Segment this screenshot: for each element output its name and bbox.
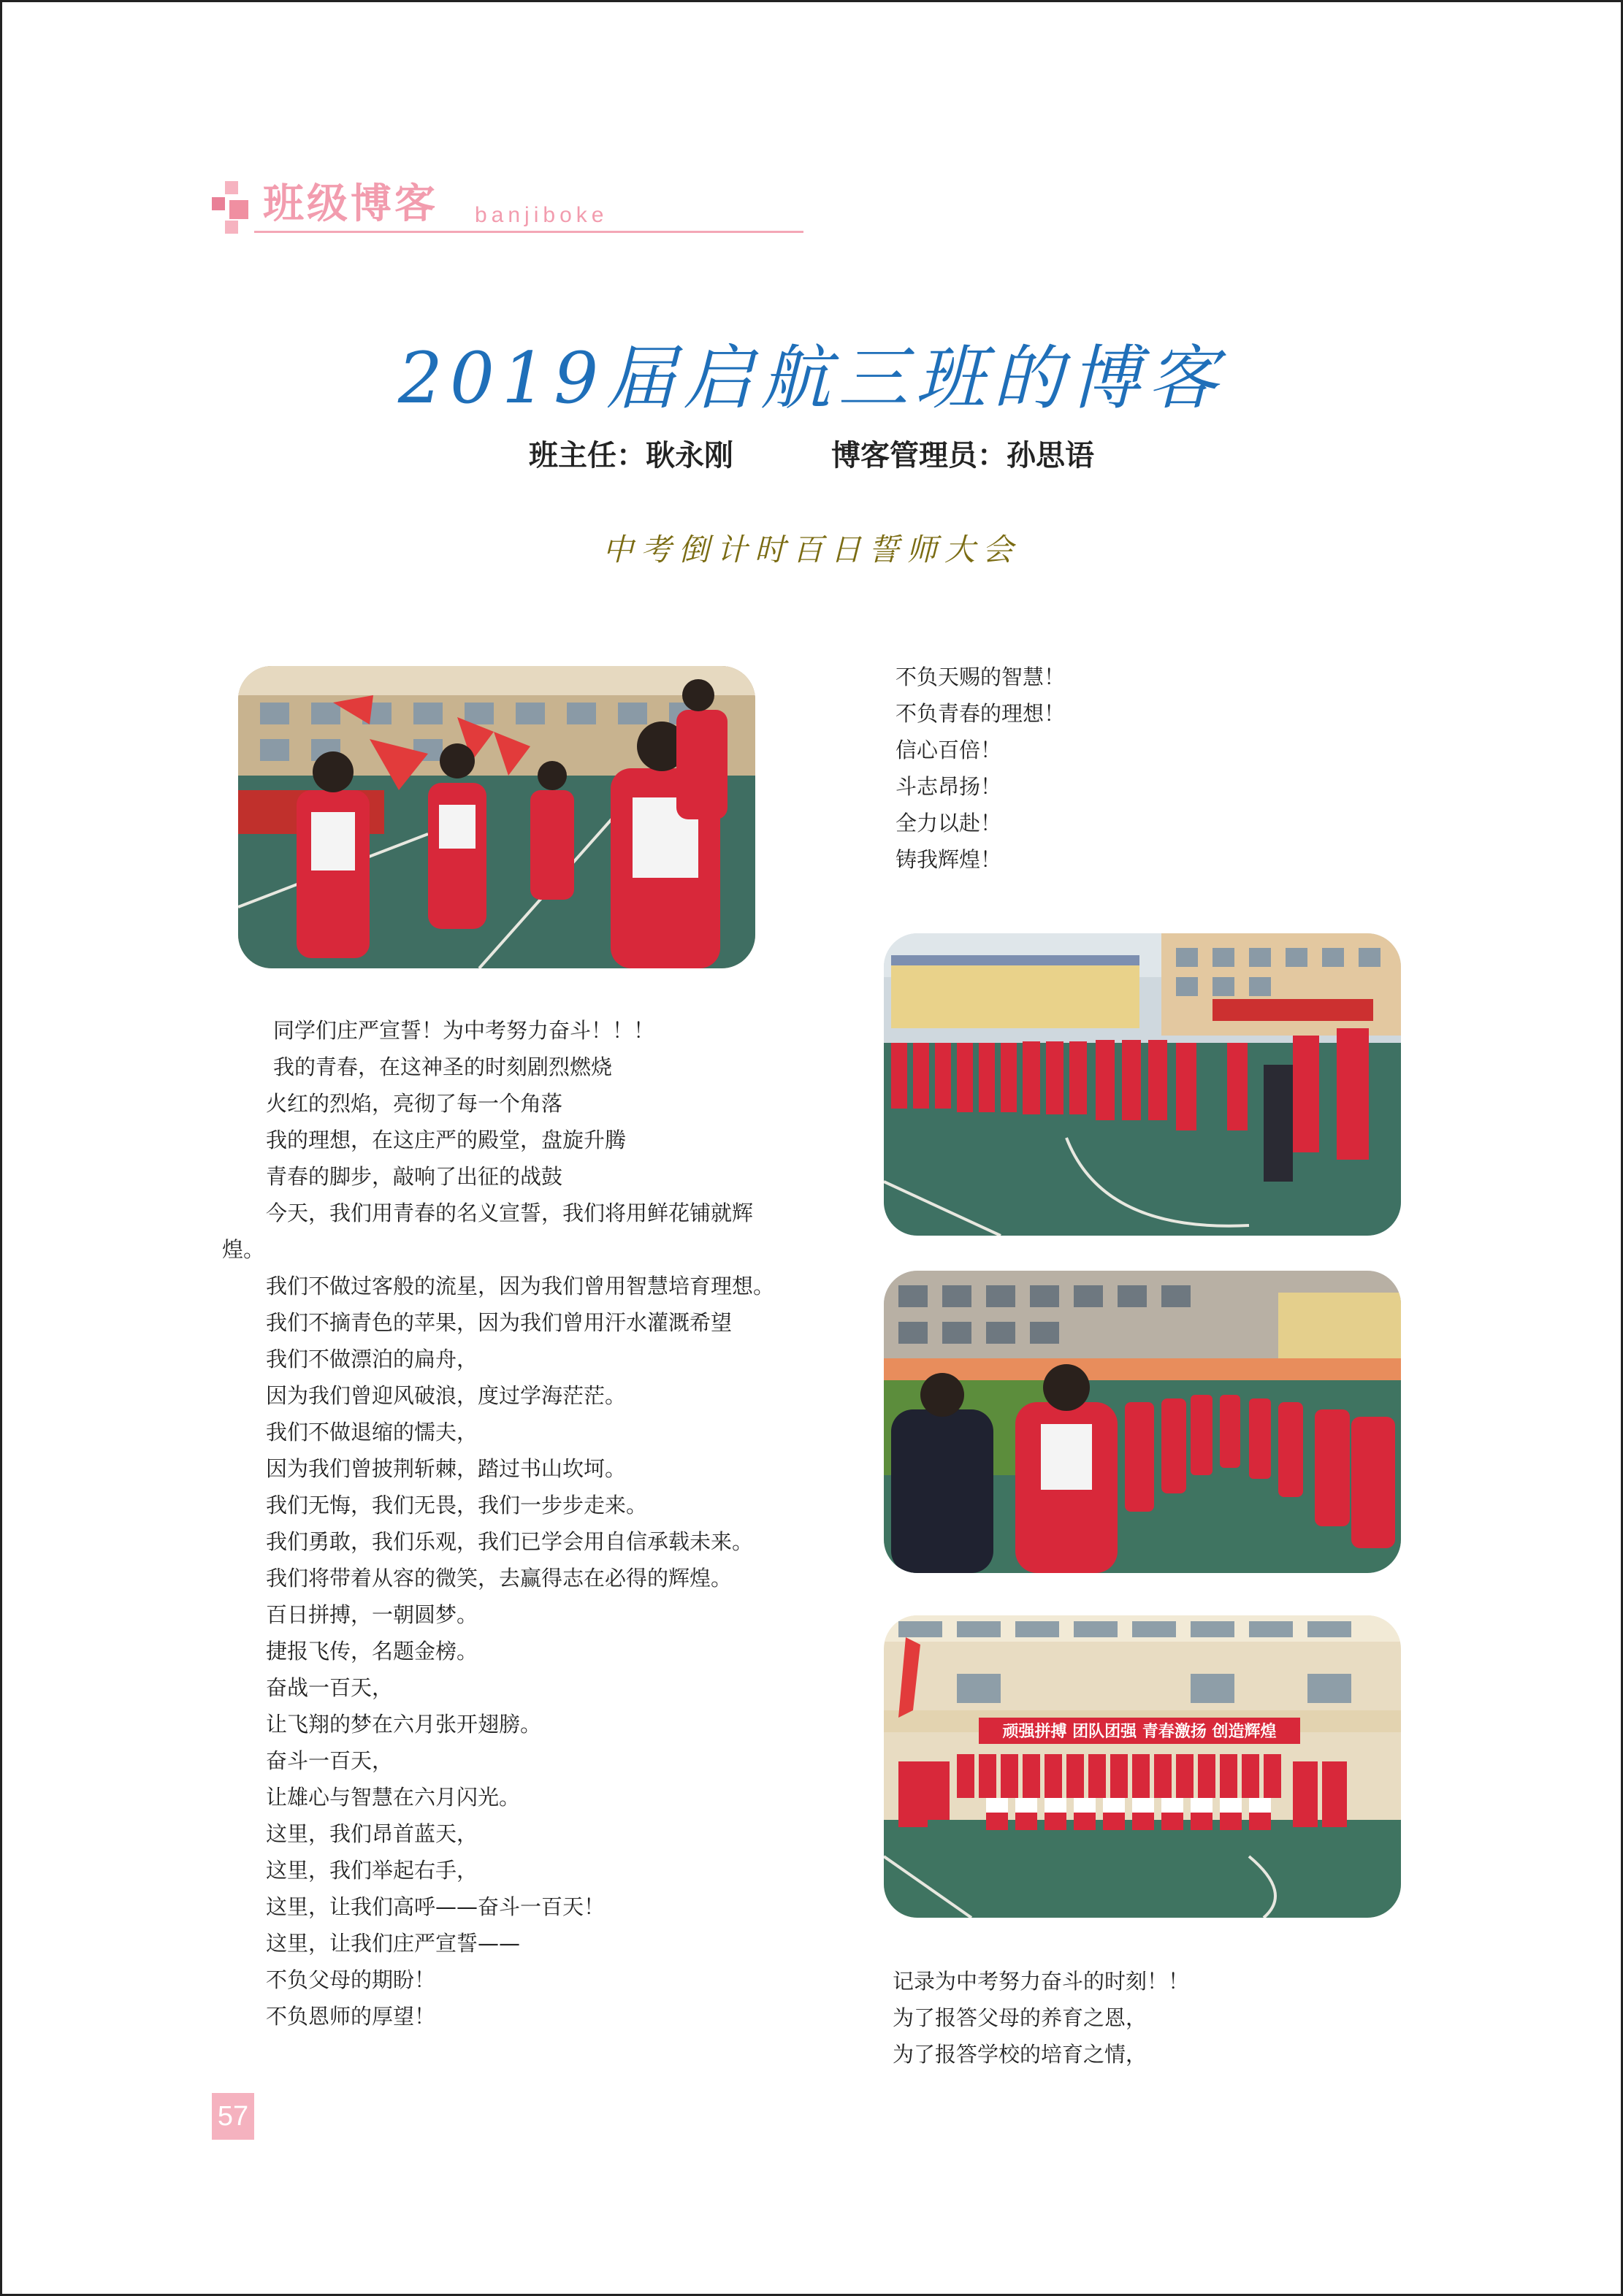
poem-line: 我的青春，在这神圣的时刻剧烈燃烧 — [273, 1055, 613, 1079]
poem-line: 这里，让我们庄严宣誓—— — [266, 1931, 521, 1956]
block-logo-icon — [212, 181, 250, 234]
photo-teacher-with-students — [884, 1271, 1401, 1573]
section-title: 班级博客 — [263, 180, 438, 228]
poem-line: 我们无悔，我们无畏，我们一步步走来。 — [266, 1493, 648, 1518]
page-title: 2019届启航三班的博客 — [397, 337, 1226, 419]
poem-line: 我的理想，在这庄严的殿堂，盘旋升腾 — [266, 1128, 627, 1152]
staff-line — [0, 441, 1623, 470]
poem-line: 铸我辉煌！ — [895, 847, 1002, 872]
poem-line: 全力以赴！ — [895, 811, 1002, 835]
poem-line: 我们将带着从容的微笑，去赢得志在必得的辉煌。 — [266, 1566, 733, 1591]
poem-line: 这里，让我们高呼——奋斗一百天！ — [266, 1894, 606, 1919]
oath-text-right-top — [895, 659, 1334, 878]
blog-admin-name: 博客管理员：孙思语 — [830, 439, 1094, 472]
page-number: 57 — [212, 2093, 254, 2140]
poem-line: 我们不做过客般的流星，因为我们曾用智慧培育理想。 — [266, 1274, 775, 1298]
event-title: 中考倒计时百日誓师大会 — [602, 532, 1020, 567]
section-subtitle: banjiboke — [475, 203, 608, 227]
poem-line: 青春的脚步，敲响了出征的战鼓 — [266, 1164, 563, 1189]
group-banner-text: 顽强拼搏 团队团强 青春激扬 创造辉煌 — [1002, 1723, 1277, 1741]
photo-oath-ceremony — [238, 666, 755, 968]
poem-line: 不负父母的期盼！ — [266, 1967, 436, 1992]
poem-line: 不负青春的理想！ — [895, 701, 1066, 726]
poem-line: 为了报答父母的养育之恩， — [893, 2005, 1147, 2030]
poem-line: 斗志昂扬！ — [895, 774, 1002, 799]
poem-line: 不负天赐的智慧！ — [895, 665, 1066, 689]
poem-line: 因为我们曾披荆斩棘，踏过书山坎坷。 — [266, 1456, 627, 1481]
poem-line: 奋斗一百天， — [266, 1748, 394, 1773]
poem-line: 我们不做退缩的懦夫， — [266, 1420, 478, 1444]
poem-line: 奋战一百天， — [266, 1675, 394, 1700]
poem-line: 不负恩师的厚望！ — [266, 2004, 436, 2029]
poem-line: 让飞翔的梦在六月张开翅膀。 — [266, 1712, 542, 1737]
poem-line: 信心百倍！ — [895, 738, 1002, 762]
poem-line: 我们不做漂泊的扁舟， — [266, 1347, 478, 1371]
poem-line: 我们勇敢，我们乐观，我们已学会用自信承载未来。 — [266, 1529, 754, 1554]
oath-text-left — [222, 1012, 777, 2035]
poem-line: 这里，我们昂首蓝天， — [266, 1821, 478, 1846]
poem-line: 今天，我们用青春的名义宣誓，我们将用鲜花铺就辉煌。 — [222, 1201, 754, 1262]
poem-line: 这里，我们举起右手， — [266, 1858, 478, 1883]
poem-line: 火红的烈焰，亮彻了每一个角落 — [266, 1091, 563, 1116]
poem-line: 让雄心与智慧在六月闪光。 — [266, 1785, 521, 1810]
section-header — [212, 181, 803, 237]
closing-text — [893, 1963, 1345, 2073]
photo-students-lined-up — [884, 933, 1401, 1236]
teacher-name: 班主任：耿永刚 — [529, 439, 734, 472]
photo-class-group — [884, 1615, 1401, 1918]
poem-line: 为了报答学校的培育之情， — [893, 2042, 1147, 2067]
poem-line: 百日拼搏，一朝圆梦。 — [266, 1602, 478, 1627]
poem-line: 捷报飞传，名题金榜。 — [266, 1639, 478, 1664]
poem-line: 记录为中考努力奋斗的时刻！！ — [893, 1969, 1190, 1994]
poem-line: 同学们庄严宣誓！为中考努力奋斗！！！ — [273, 1018, 655, 1043]
header-divider — [254, 231, 803, 233]
poem-line: 因为我们曾迎风破浪，度过学海茫茫。 — [266, 1383, 627, 1408]
poem-line: 我们不摘青色的苹果，因为我们曾用汗水灌溉希望 — [266, 1310, 733, 1335]
